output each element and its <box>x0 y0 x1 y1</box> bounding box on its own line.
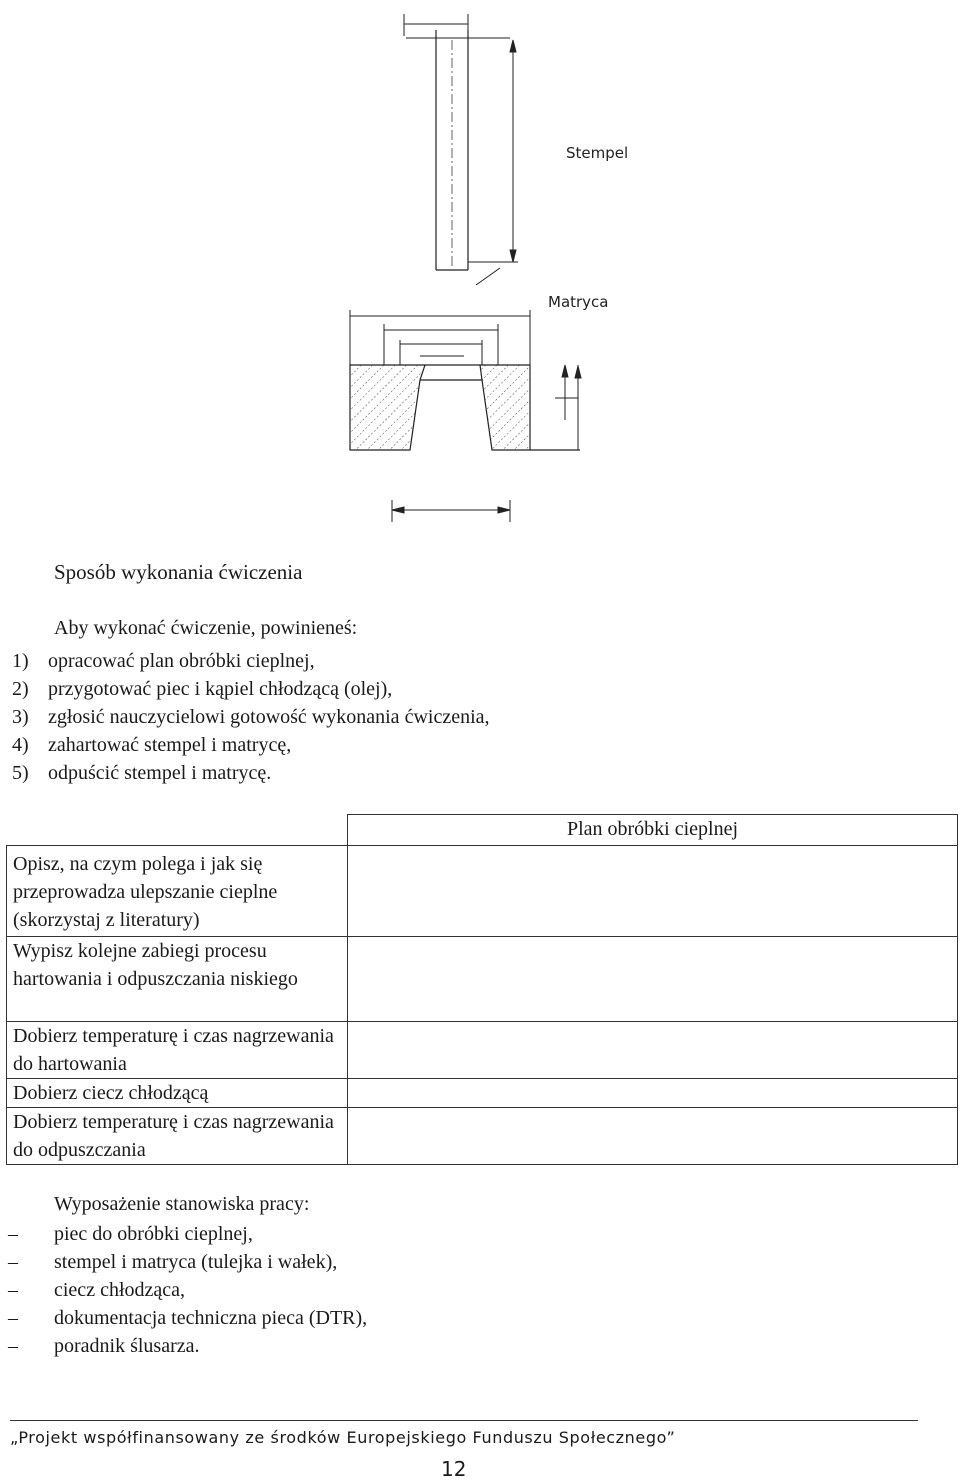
page-number: 12 <box>441 1457 467 1481</box>
table-row <box>7 846 958 937</box>
answer-cell[interactable] <box>348 846 958 937</box>
answer-cell[interactable] <box>348 937 958 1022</box>
equipment-title: Wyposażenie stanowiska pracy: <box>54 1193 310 1215</box>
table-row <box>7 937 958 1022</box>
list-item <box>8 1305 367 1333</box>
footer-text: „Projekt współfinansowany ze środków Europejskiego Funduszu Społecznego” <box>10 1428 676 1447</box>
list-item <box>12 704 490 732</box>
answer-cell[interactable] <box>348 1108 958 1165</box>
task-cell: Wypisz kolejne zabiegi procesu hartowania i odpuszczania niskiego <box>7 937 348 1022</box>
table-header-cell: Plan obróbki cieplnej <box>348 815 958 846</box>
step-text: opracować plan obróbki cieplnej, <box>48 650 315 672</box>
table-row <box>7 1022 958 1079</box>
section-title: Sposób wykonania ćwiczenia <box>54 560 303 584</box>
step-text: zgłosić nauczycielowi gotowość wykonania ćwiczenia, <box>48 706 490 728</box>
dash-bullet: – <box>8 1223 18 1245</box>
task-cell: Dobierz temperaturę i czas nagrzewania do odpuszczania <box>7 1108 348 1165</box>
die-body <box>350 365 580 450</box>
task-cell: Opisz, na czym polega i jak się przeprowadza ulepszanie cieplne (skorzystaj z literatury) <box>7 846 348 937</box>
list-item <box>12 648 490 676</box>
table-header-empty-cell <box>7 815 348 846</box>
bottom-dimension <box>392 500 510 522</box>
list-item <box>12 676 490 704</box>
answer-cell[interactable] <box>348 1022 958 1079</box>
step-number: 1) <box>12 650 29 672</box>
footer-divider <box>10 1420 918 1421</box>
punch-die-diagram <box>330 0 670 525</box>
task-cell: Dobierz ciecz chłodzącą <box>7 1079 348 1108</box>
step-number: 5) <box>12 762 29 784</box>
equipment-item: dokumentacja techniczna pieca (DTR), <box>54 1307 368 1329</box>
equipment-item: stempel i matryca (tulejka i wałek), <box>54 1251 338 1273</box>
answer-cell[interactable] <box>348 1079 958 1108</box>
table-row <box>7 1079 958 1108</box>
list-item <box>8 1333 367 1361</box>
dash-bullet: – <box>8 1279 18 1301</box>
stempel-label: Stempel <box>566 144 629 162</box>
table-header-row <box>7 815 958 846</box>
dash-bullet: – <box>8 1251 18 1273</box>
task-cell: Dobierz temperaturę i czas nagrzewania do hartowania <box>7 1022 348 1079</box>
length-dimension <box>468 40 518 285</box>
die-dimensions <box>350 310 530 365</box>
equipment-list <box>8 1221 367 1361</box>
step-text: zahartować stempel i matrycę, <box>48 734 292 756</box>
step-number: 3) <box>12 706 29 728</box>
steps-list <box>12 648 490 788</box>
height-dimension <box>555 365 581 450</box>
step-number: 4) <box>12 734 29 756</box>
list-item <box>12 760 490 788</box>
technical-drawing <box>330 0 670 525</box>
punch-outline <box>436 30 468 270</box>
table-row <box>7 1108 958 1165</box>
steps-intro: Aby wykonać ćwiczenie, powinieneś: <box>54 617 358 639</box>
list-item <box>8 1249 367 1277</box>
step-text: przygotować piec i kąpiel chłodzącą (olej), <box>48 678 393 700</box>
matryca-label: Matryca <box>548 293 609 311</box>
equipment-item: piec do obróbki cieplnej, <box>54 1223 253 1245</box>
step-text: odpuścić stempel i matrycę. <box>48 762 272 784</box>
dash-bullet: – <box>8 1307 18 1329</box>
heat-treatment-plan-table <box>6 814 958 1165</box>
list-item <box>8 1221 367 1249</box>
equipment-item: poradnik ślusarza. <box>54 1335 200 1357</box>
top-dimension <box>404 14 510 38</box>
step-number: 2) <box>12 678 29 700</box>
equipment-item: ciecz chłodząca, <box>54 1279 186 1301</box>
list-item <box>8 1277 367 1305</box>
dash-bullet: – <box>8 1335 18 1357</box>
list-item <box>12 732 490 760</box>
